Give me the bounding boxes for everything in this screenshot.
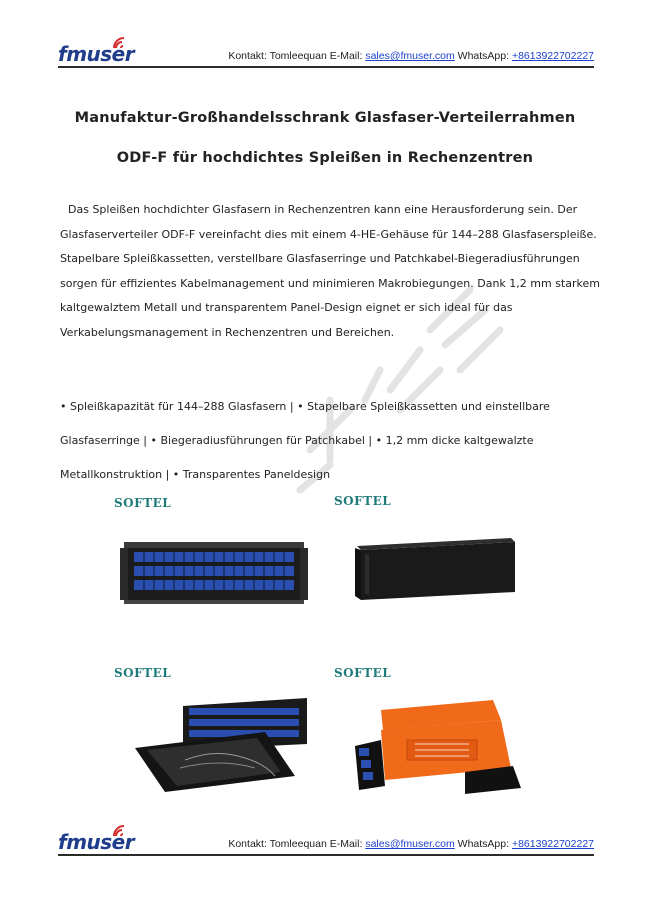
odf-front-photo xyxy=(110,522,320,632)
page-footer xyxy=(58,826,594,856)
contact-label: Kontakt: Tomleequan E-Mail: xyxy=(228,50,366,62)
email-link[interactable]: sales@fmuser.com xyxy=(365,50,455,62)
whatsapp-label: WhatsApp: xyxy=(454,838,512,850)
contact-label: Kontakt: Tomleequan E-Mail: xyxy=(228,838,366,850)
whatsapp-link[interactable]: +8613922702227 xyxy=(511,838,594,850)
splice-tray-photo xyxy=(345,690,525,800)
odf-open-drawer-photo xyxy=(125,688,325,798)
softel-logo: SOFTEL xyxy=(334,666,392,680)
logo-text: fmuser xyxy=(58,830,135,854)
softel-logo: SOFTEL xyxy=(334,494,392,508)
footer-contact xyxy=(228,838,594,850)
signal-arcs-icon xyxy=(112,36,134,50)
intro-paragraph-text: Das Spleißen hochdichter Glasfasern in Rechenzentren kann eine Herausforderung sein. Der Glasfaserverteiler ODF-F vereinfacht dies mit einem 4-HE-Gehäuse für 144–288 Glasfaserspleiße. Stapelbare Spleißkassetten, verstellbare Glasfaserringe und Patchkabel-Biegeradiusführungen sorgen für effizientes Kabelmanagement und minimieren Makrobiegungen. Dank 1,2 mm starkem kaltgewalztem Metall und transparentem Panel-Design eignet er sich ideal für das Verkabelungsmanagement in Rechenzentren und Bereichen. xyxy=(60,203,600,339)
header-contact xyxy=(228,50,594,62)
feature-list: • Spleißkapazität für 144–288 Glasfasern | • Stapelbare Spleißkassetten und einstellbare Glasfaserringe | • Biegeradiusführungen für Patchkabel | • 1,2 mm dicke kaltgewalzte Metallkonstruktion | • Transparentes Paneldesign xyxy=(60,400,550,481)
document-title-line2: ODF-F für hochdichtes Spleißen in Rechenzentren xyxy=(116,150,534,166)
whatsapp-label: WhatsApp: xyxy=(454,50,512,62)
fmuser-logo xyxy=(58,826,138,854)
email-link[interactable]: sales@fmuser.com xyxy=(365,838,455,850)
page-header xyxy=(58,38,594,68)
intro-paragraph xyxy=(60,198,600,346)
header-divider xyxy=(58,66,594,68)
logo-text: fmuser xyxy=(58,42,135,66)
softel-logo: SOFTEL xyxy=(114,496,172,510)
footer-divider xyxy=(58,854,594,856)
document-title-line1: Manufaktur-Großhandelsschrank Glasfaser-Verteilerrahmen xyxy=(74,110,576,126)
softel-logo: SOFTEL xyxy=(114,666,172,680)
odf-closed-photo xyxy=(345,520,525,620)
fmuser-logo xyxy=(58,38,138,66)
signal-arcs-icon xyxy=(112,824,134,838)
whatsapp-link[interactable]: +8613922702227 xyxy=(511,50,594,62)
